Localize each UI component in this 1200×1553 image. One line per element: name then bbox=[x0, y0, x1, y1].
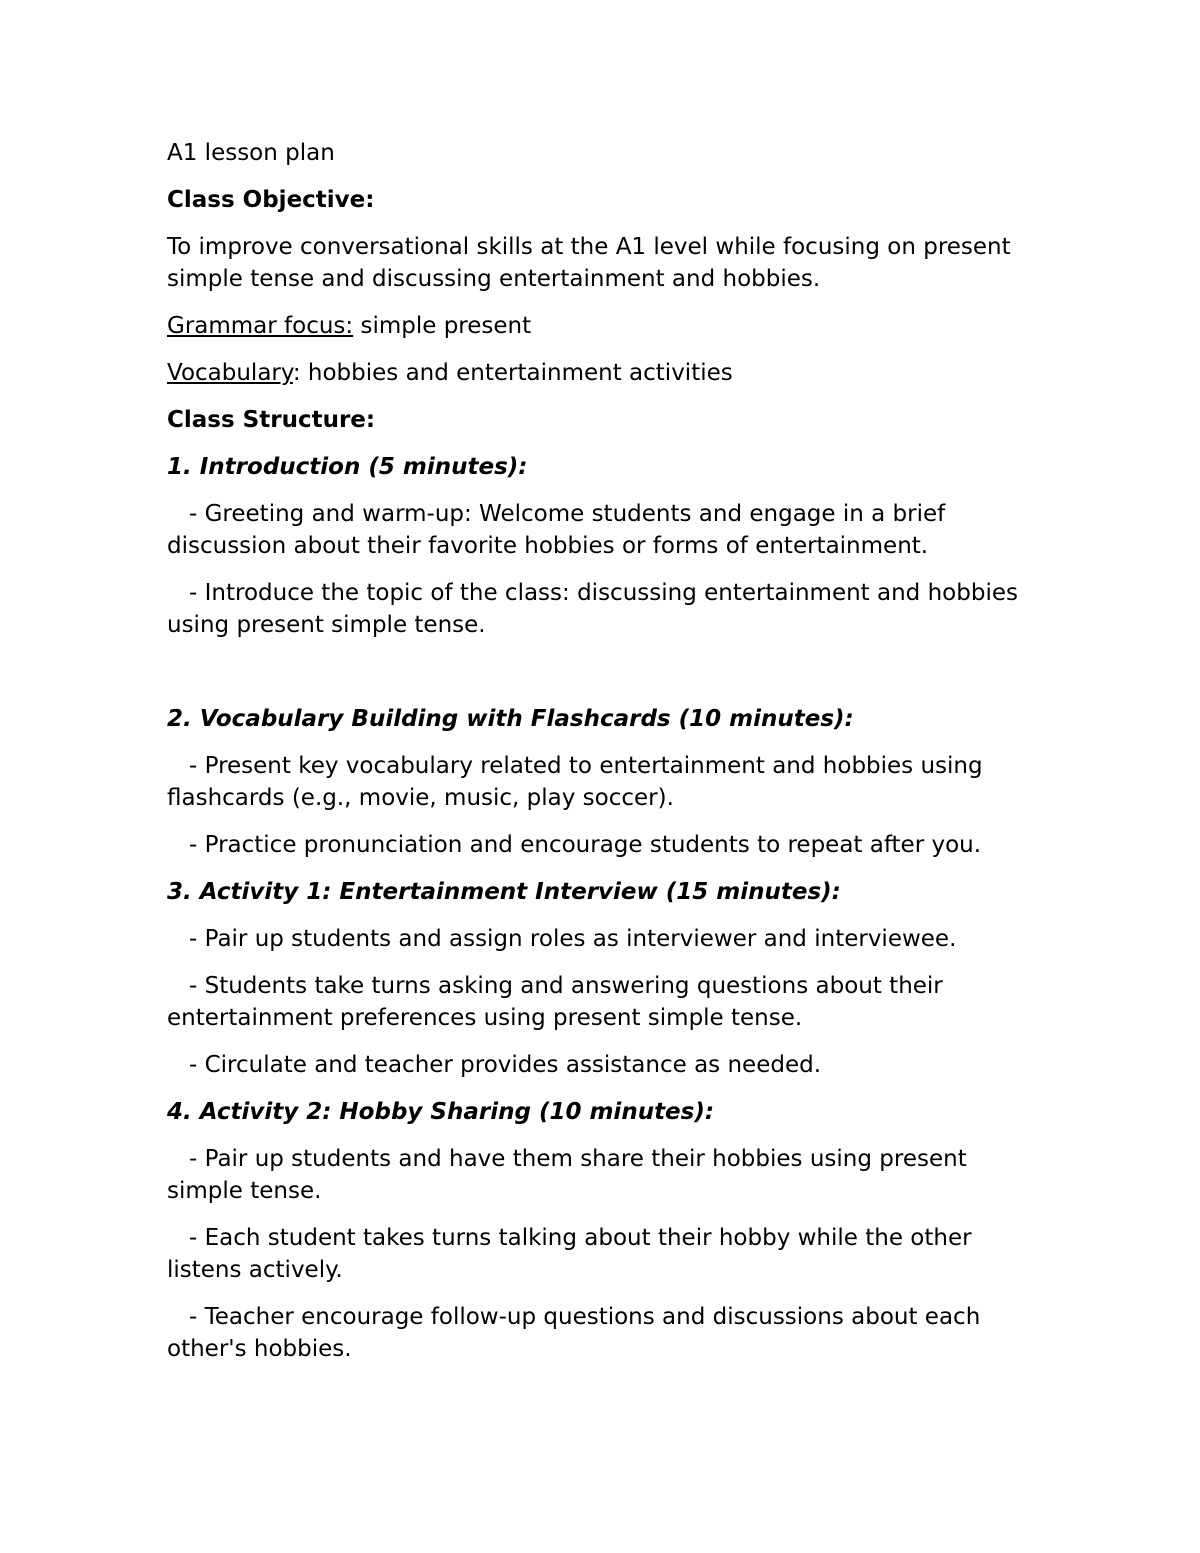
objective-heading: Class Objective: bbox=[167, 187, 375, 213]
bullet-text: - Pair up students and assign roles as interviewer and interviewee. bbox=[189, 926, 957, 952]
bullet-item bbox=[167, 970, 1047, 1034]
bullet-item bbox=[167, 829, 1047, 861]
document-page bbox=[167, 137, 1047, 1380]
bullet-text: - Teacher encourage follow-up questions and discussions about each other's hobbies. bbox=[167, 1304, 981, 1362]
bullet-text: - Practice pronunciation and encourage students to repeat after you. bbox=[189, 832, 982, 858]
bullet-item bbox=[167, 1301, 1047, 1365]
vocabulary-label: Vocabulary bbox=[167, 360, 293, 386]
bullet-item bbox=[167, 923, 1047, 955]
document-title: A1 lesson plan bbox=[167, 140, 335, 166]
bullet-text: - Introduce the topic of the class: discussing entertainment and hobbies using present simple tense. bbox=[167, 580, 1018, 638]
objective-text: To improve conversational skills at the A1 level while focusing on present simple tense and discussing entertainment and hobbies. bbox=[167, 234, 1011, 292]
bullet-text: - Greeting and warm-up: Welcome students and engage in a brief discussion about their favorite hobbies or forms of entertainment. bbox=[167, 501, 946, 559]
section-heading-activity-1: 3. Activity 1: Entertainment Interview (15 minutes): bbox=[167, 879, 841, 905]
section-heading-activity-2: 4. Activity 2: Hobby Sharing (10 minutes): bbox=[167, 1099, 715, 1125]
structure-heading: Class Structure: bbox=[167, 407, 376, 433]
bullet-item bbox=[167, 750, 1047, 814]
grammar-focus-line bbox=[167, 310, 1047, 342]
bullet-item bbox=[167, 1222, 1047, 1286]
bullet-text: - Present key vocabulary related to entertainment and hobbies using flashcards (e.g., movie, music, play soccer). bbox=[167, 753, 983, 811]
bullet-item bbox=[167, 1049, 1047, 1081]
bullet-text: - Students take turns asking and answering questions about their entertainment preferences using present simple tense. bbox=[167, 973, 943, 1031]
bullet-item bbox=[167, 1143, 1047, 1207]
vocabulary-value: : hobbies and entertainment activities bbox=[292, 360, 733, 386]
bullet-text: - Pair up students and have them share their hobbies using present simple tense. bbox=[167, 1146, 967, 1204]
section-heading-vocabulary-building: 2. Vocabulary Building with Flashcards (10 minutes): bbox=[167, 706, 854, 732]
bullet-item bbox=[167, 498, 1047, 562]
vocabulary-line bbox=[167, 357, 1047, 389]
grammar-focus-label: Grammar focus: bbox=[167, 313, 354, 339]
bullet-text: - Circulate and teacher provides assistance as needed. bbox=[189, 1052, 822, 1078]
section-heading-introduction: 1. Introduction (5 minutes): bbox=[167, 454, 528, 480]
bullet-item bbox=[167, 577, 1047, 641]
bullet-text: - Each student takes turns talking about their hobby while the other listens actively. bbox=[167, 1225, 972, 1283]
grammar-focus-value: simple present bbox=[353, 313, 532, 339]
